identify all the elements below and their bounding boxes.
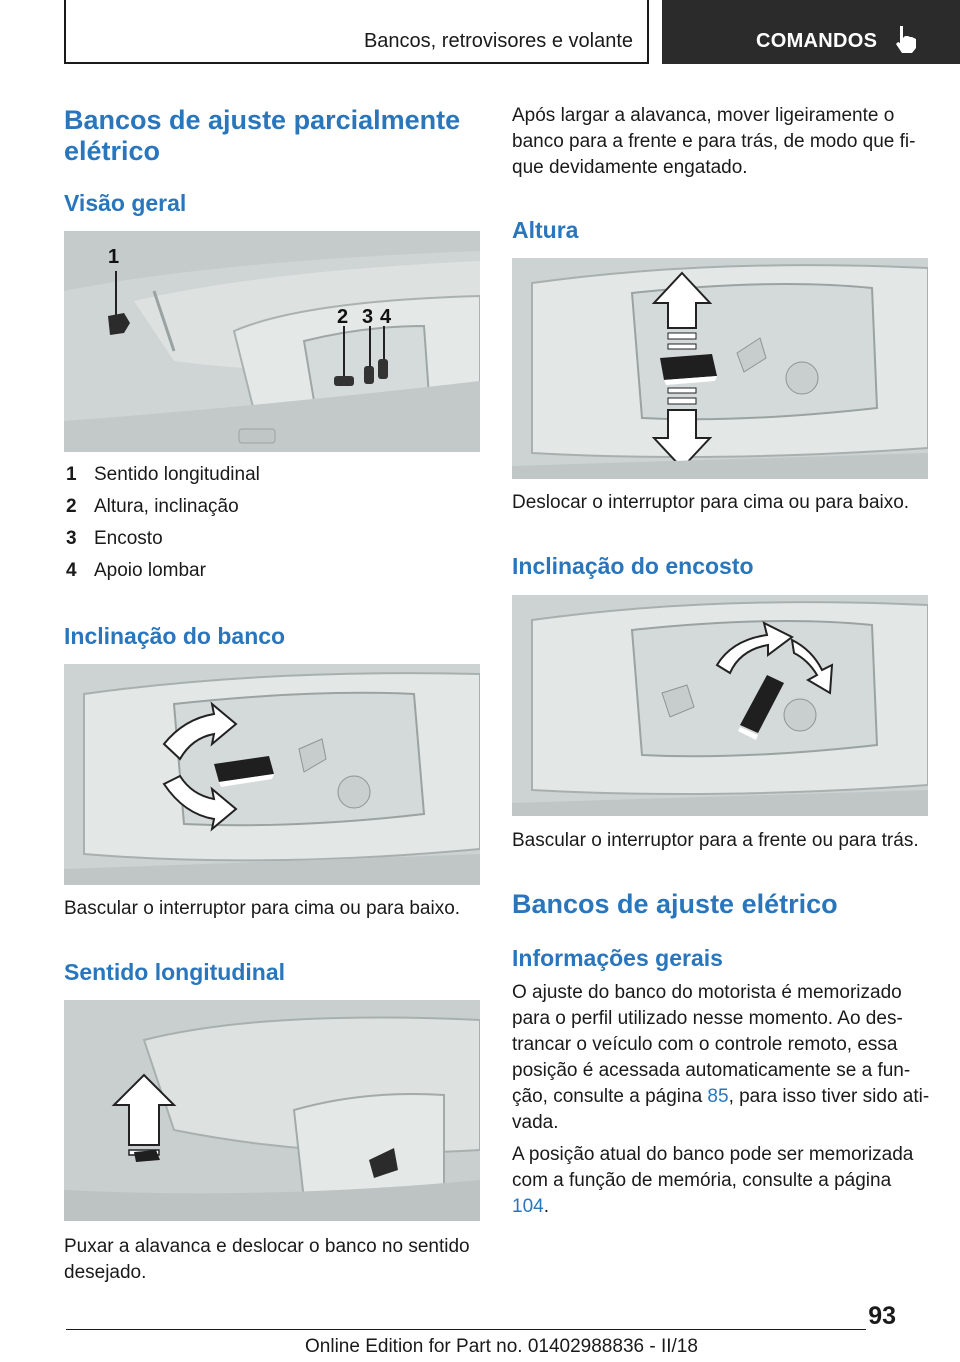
memory-line3: [512, 1194, 549, 1220]
seat-height-image: [512, 258, 928, 479]
header-section: [64, 0, 649, 64]
height-heading: Altura: [512, 217, 579, 243]
fig1-label-1: 1: [108, 246, 120, 268]
intro-line1: Após largar a alavanca, mover ligeiramente o: [512, 105, 895, 126]
legend-number: 3: [66, 528, 77, 549]
fig1-label-4: 4: [380, 306, 392, 328]
footer-divider: [66, 1329, 866, 1330]
backrest-tilt-image: [512, 595, 928, 816]
memory-line3-end: .: [543, 1196, 549, 1217]
footer-edition: Online Edition for Part no. 01402988836 - II/18: [305, 1336, 698, 1357]
legend-text: Sentido longitudinal: [94, 464, 260, 485]
hand-pointer-icon: [894, 24, 920, 54]
seat-longitudinal-image: [64, 1000, 480, 1221]
info-line5: [512, 1084, 929, 1110]
memory-line2: com a função de memória, consulte a página: [512, 1170, 892, 1191]
fig1-label-3: 3: [362, 306, 374, 328]
section-title: Bancos de ajuste parcialmente elétrico: [64, 105, 461, 166]
height-instruction: Deslocar o interruptor para cima ou para baixo.: [512, 492, 910, 513]
info-line5-end: , para isso tiver sido ati-: [728, 1086, 930, 1107]
legend-text: Altura, inclinação: [94, 496, 239, 517]
electric-seats-heading: Bancos de ajuste elétrico: [512, 889, 838, 919]
page-85-link[interactable]: 85: [707, 1086, 729, 1107]
backrest-heading: Inclinação do encosto: [512, 553, 754, 579]
header-chapter: [662, 0, 960, 64]
tilt-heading: Inclinação do banco: [64, 623, 286, 649]
intro-line3: que devidamente engatado.: [512, 157, 748, 178]
list-item: [66, 528, 466, 554]
info-line6: vada.: [512, 1112, 559, 1133]
seat-tilt-image: [64, 664, 480, 885]
longitudinal-instruction-line2: desejado.: [64, 1262, 147, 1283]
longitudinal-instruction-line1: Puxar a alavanca e deslocar o banco no sentido: [64, 1236, 470, 1257]
overview-heading: Visão geral: [64, 190, 187, 216]
general-info-heading: Informações gerais: [512, 945, 723, 971]
memory-line1: A posição atual do banco pode ser memorizada: [512, 1144, 914, 1165]
legend-number: 4: [66, 560, 77, 581]
intro-line2: banco para a frente e para trás, de modo que fi-: [512, 131, 916, 152]
header-chapter-title: COMANDOS: [756, 30, 878, 52]
page-104-link[interactable]: 104: [512, 1196, 544, 1217]
legend-text: Encosto: [94, 528, 163, 549]
fig1-label-2: 2: [337, 306, 349, 328]
info-line5-start: ção, consulte a página: [512, 1086, 708, 1107]
longitudinal-heading: Sentido longitudinal: [64, 959, 286, 985]
backrest-instruction: Bascular o interruptor para a frente ou para trás.: [512, 830, 919, 851]
page-number: 93: [868, 1302, 896, 1330]
legend-number: 2: [66, 496, 77, 517]
seat-overview-image: [64, 231, 480, 452]
legend-text: Apoio lombar: [94, 560, 206, 581]
tilt-instruction: Bascular o interruptor para cima ou para baixo.: [64, 898, 461, 919]
list-item: [66, 560, 466, 586]
legend-number: 1: [66, 464, 77, 485]
info-line4: posição é acessada automaticamente se a fun-: [512, 1060, 911, 1081]
info-line1: O ajuste do banco do motorista é memorizado: [512, 982, 902, 1003]
info-line2: para o perfil utilizado nesse momento. Ao des-: [512, 1008, 903, 1029]
header-section-title: Bancos, retrovisores e volante: [363, 30, 633, 52]
list-item: [66, 496, 466, 522]
list-item: [66, 464, 466, 490]
info-line3: trancar o veículo com o controle remoto, essa: [512, 1034, 898, 1055]
